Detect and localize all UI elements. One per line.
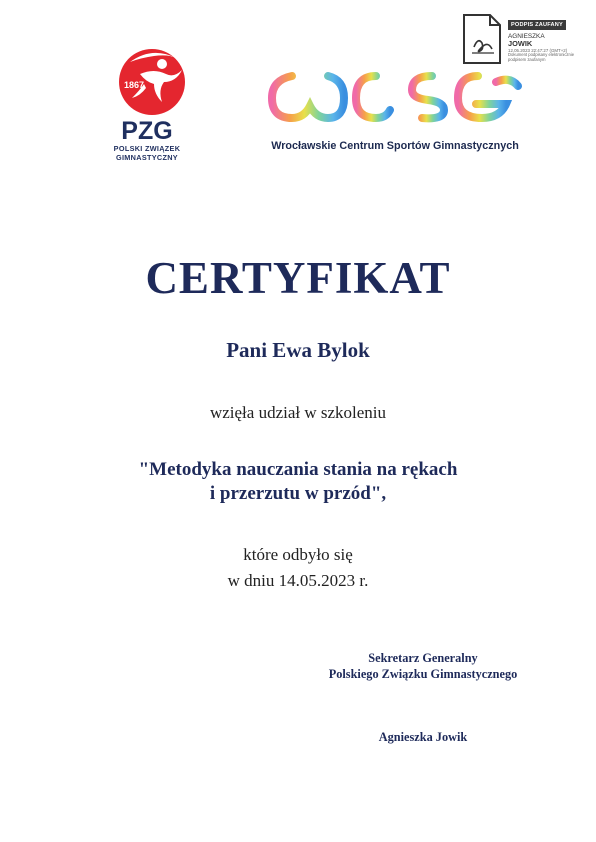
signatory-name: Agnieszka Jowik bbox=[378, 730, 468, 744]
held-info bbox=[0, 542, 596, 594]
course-title bbox=[0, 458, 596, 506]
pzg-abbr: PZG bbox=[121, 117, 173, 145]
signatory-role bbox=[300, 650, 546, 682]
held-date: w dniu 14.05.2023 r. bbox=[227, 571, 369, 590]
recipient-name: Pani Ewa Bylok bbox=[226, 338, 370, 362]
stamp-info bbox=[508, 13, 584, 63]
stamp-last-name: JOWIK bbox=[508, 39, 533, 48]
pzg-year: 1867 bbox=[124, 80, 145, 90]
stamp-date: 12.05.2023 22:47:27 (GMT+2) bbox=[508, 48, 568, 53]
stamp-note: Dokument podpisany elektronicznie podpisem zaufanym bbox=[508, 52, 575, 62]
signatory-role-line1: Sekretarz Generalny bbox=[368, 651, 478, 665]
pzg-name-line2: GIMNASTYCZNY bbox=[116, 153, 178, 162]
pzg-name-line1: POLSKI ZWIĄZEK bbox=[113, 144, 181, 153]
pzg-logo bbox=[104, 44, 190, 168]
course-title-line2: i przerzutu w przód", bbox=[209, 483, 387, 504]
signed-document-icon bbox=[462, 13, 502, 65]
trusted-signature-stamp bbox=[462, 13, 582, 67]
wcsg-logo-icon bbox=[264, 62, 526, 126]
participation-text: wzięła udział w szkoleniu bbox=[209, 403, 387, 422]
held-line1: które odbyło się bbox=[243, 545, 353, 564]
stamp-first-name: AGNIESZKA bbox=[508, 33, 545, 40]
course-title-line1: "Metodyka nauczania stania na rękach bbox=[138, 459, 458, 480]
pzg-emblem-icon bbox=[110, 44, 190, 116]
signatory-role-line2: Polskiego Związku Gimnastycznego bbox=[328, 667, 518, 681]
wcsg-caption: Wrocławskie Centrum Sportów Gimnastycznych bbox=[271, 140, 519, 152]
certificate-title: CERTYFIKAT bbox=[145, 253, 451, 303]
stamp-badge: PODPIS ZAUFANY bbox=[508, 20, 566, 30]
pzg-wordmark bbox=[104, 118, 190, 162]
